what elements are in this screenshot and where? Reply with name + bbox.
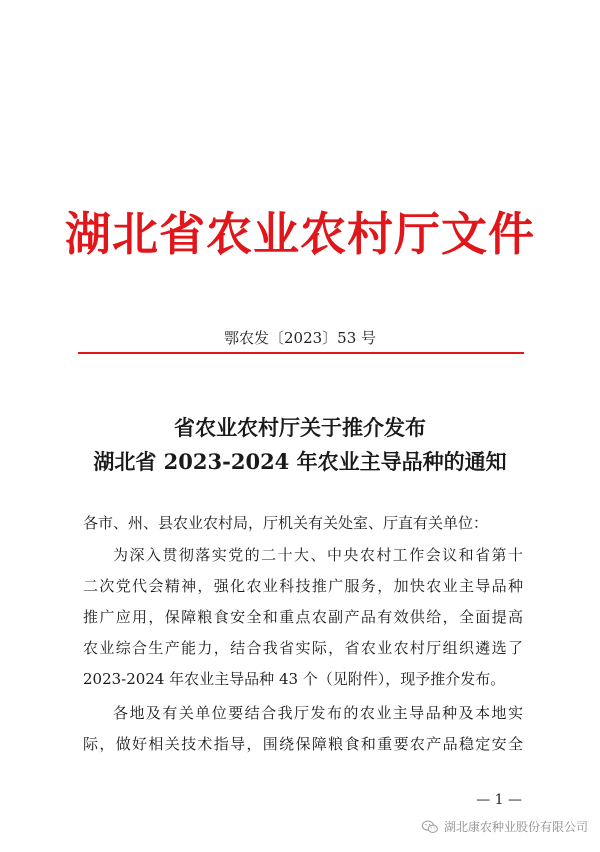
source-watermark	[421, 818, 588, 835]
body-paragraph-line: 二次党代会精神，强化农业科技推广服务，加快农业主导品种	[83, 577, 523, 595]
wechat-icon	[421, 820, 439, 834]
body-paragraph-line: 2023-2024 年农业主导品种 43 个（见附件），现予推介发布。	[83, 670, 506, 688]
red-divider-line	[78, 352, 524, 354]
watermark-text: 湖北康农种业股份有限公司	[443, 820, 588, 834]
document-number: 鄂农发〔2023〕53 号	[223, 329, 377, 347]
document-header-title: 湖北省农业农村厅文件	[65, 207, 535, 261]
body-paragraph-line: 农业综合生产能力，结合我省实际，省农业农村厅组织遴选了	[83, 639, 523, 657]
body-paragraph-line: 推广应用，保障粮食安全和重点农副产品有效供给，全面提高	[83, 608, 523, 626]
body-paragraph-line: 为深入贯彻落实党的二十大、中央农村工作会议和省第十	[113, 546, 523, 564]
addressee-line: 各市、州、县农业农村局，厅机关有关处室、厅直有关单位：	[83, 514, 489, 532]
page-number: — 1 —	[476, 792, 522, 808]
body-paragraph-line: 际，做好相关技术指导，围绕保障粮食和重要农产品稳定安全	[83, 735, 523, 753]
notice-title-line-2: 湖北省 2023-2024 年农业主导品种的通知	[93, 449, 507, 474]
notice-title-line-1: 省农业农村厅关于推介发布	[174, 415, 426, 440]
body-paragraph-line: 各地及有关单位要结合我厅发布的农业主导品种及本地实	[113, 704, 523, 722]
